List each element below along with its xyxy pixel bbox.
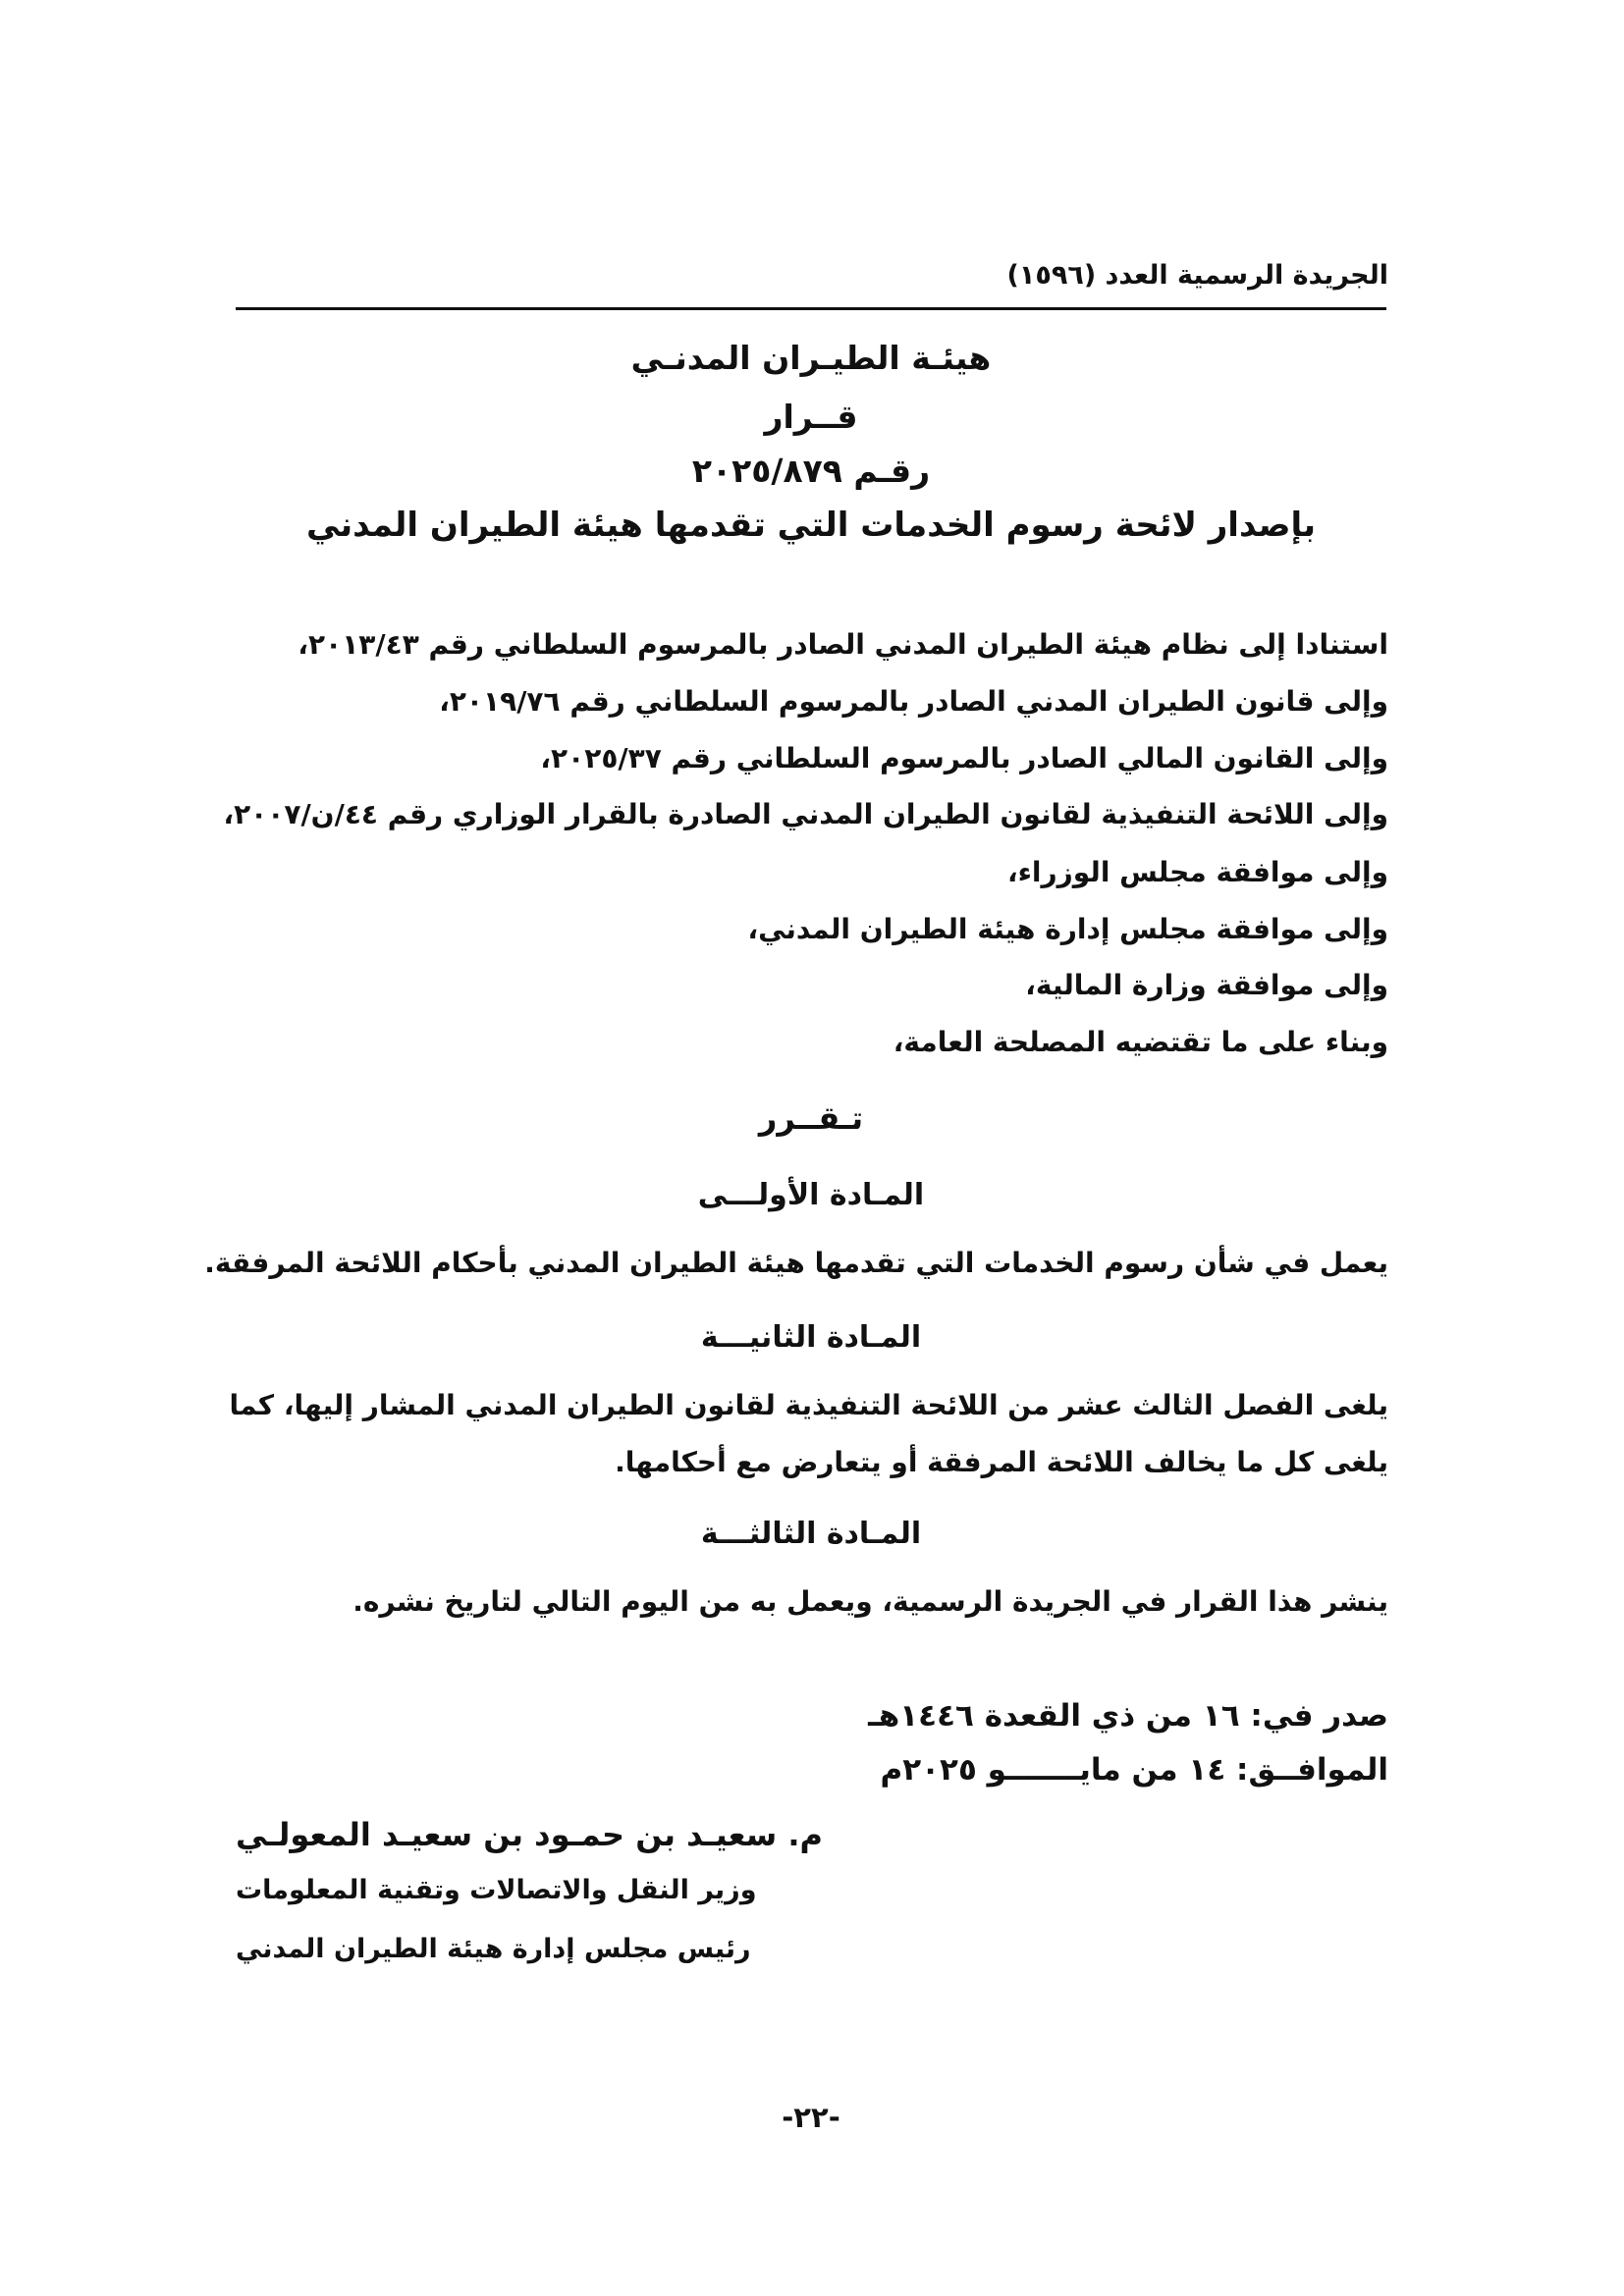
issue-date-hijri: صدر في: ١٦ من ذي القعدة ١٤٤٦هـ xyxy=(868,1698,1388,1734)
article-2-title: المـادة الثانيـــة xyxy=(700,1320,922,1355)
preamble-line: وبناء على ما تقتضيه المصلحة العامة، xyxy=(893,1026,1388,1058)
page-number: -٢٢- xyxy=(782,2101,840,2134)
preamble-line: وإلى القانون المالي الصادر بالمرسوم السلطاني رقم ٢٠٢٥/٣٧، xyxy=(540,742,1388,774)
preamble-line: وإلى قانون الطيران المدني الصادر بالمرسوم السلطاني رقم ٢٠١٩/٧٦، xyxy=(439,685,1388,718)
authority-name: هيئـة الطيـران المدنـي xyxy=(630,339,992,377)
decision-subject: بإصدار لائحة رسوم الخدمات التي تقدمها هيئة الطيران المدني xyxy=(305,506,1316,545)
preamble-line: وإلى اللائحة التنفيذية لقانون الطيران المدني الصادرة بالقرار الوزاري رقم ٤٤/ن/٢٠٠٧، xyxy=(223,798,1388,830)
preamble-line: وإلى موافقة مجلس الوزراء، xyxy=(1006,856,1388,888)
signer-title-1: وزير النقل والاتصالات وتقنية المعلومات xyxy=(236,1875,757,1905)
preamble-line: استنادا إلى نظام هيئة الطيران المدني الصادر بالمرسوم السلطاني رقم ٢٠١٣/٤٣، xyxy=(298,628,1388,661)
article-2-text: يلغى كل ما يخالف اللائحة المرفقة أو يتعارض مع أحكامها. xyxy=(615,1446,1388,1478)
running-header: الجريدة الرسمية العدد (١٥٩٦) xyxy=(1006,260,1388,291)
article-1-title: المـادة الأولـــى xyxy=(697,1178,925,1212)
decision-number: رقـم ٢٠٢٥/٨٧٩ xyxy=(691,452,931,490)
signer-name: م. سعيـد بن حمـود بن سعيـد المعولـي xyxy=(236,1816,823,1853)
issue-date-gregorian: الموافــق: ١٤ من مايـــــــو ٢٠٢٥م xyxy=(880,1752,1388,1788)
article-3-title: المـادة الثالثـــة xyxy=(700,1517,922,1551)
preamble-line: وإلى موافقة مجلس إدارة هيئة الطيران المدني، xyxy=(747,913,1388,945)
preamble-line: وإلى موافقة وزارة المالية، xyxy=(1025,969,1388,1001)
header-rule xyxy=(236,307,1386,310)
article-1-text: يعمل في شأن رسوم الخدمات التي تقدمها هيئة الطيران المدني بأحكام اللائحة المرفقة. xyxy=(204,1247,1388,1279)
article-3-text: ينشر هذا القرار في الجريدة الرسمية، ويعمل به من اليوم التالي لتاريخ نشره. xyxy=(352,1585,1388,1618)
resolves-heading: تـقــرر xyxy=(758,1099,864,1137)
signer-title-2: رئيس مجلس إدارة هيئة الطيران المدني xyxy=(236,1934,751,1964)
document-type: قــرار xyxy=(764,398,858,436)
article-2-text: يلغى الفصل الثالث عشر من اللائحة التنفيذية لقانون الطيران المدني المشار إليها، كما xyxy=(229,1389,1388,1421)
